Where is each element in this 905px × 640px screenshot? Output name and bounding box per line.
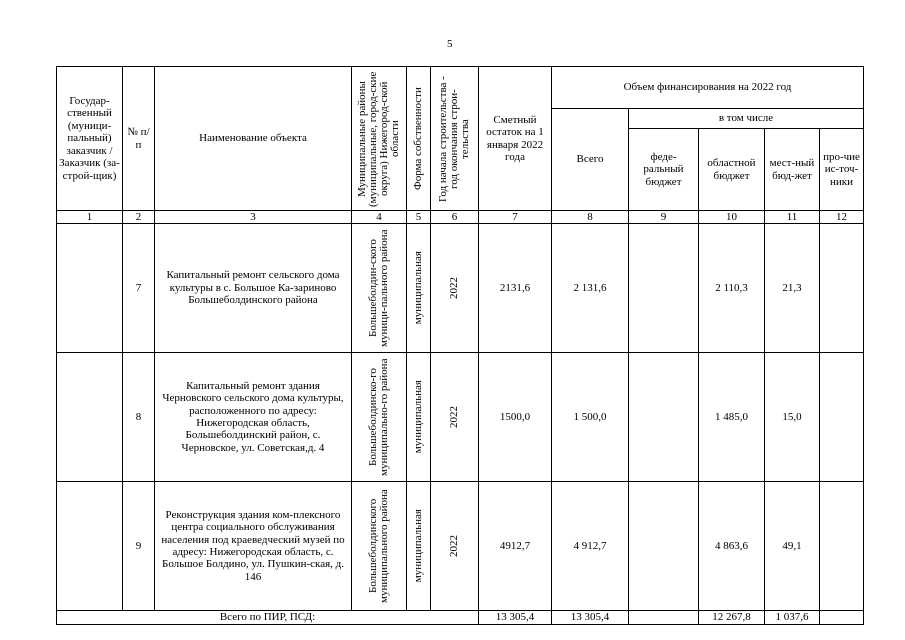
cell-customer: [57, 224, 123, 353]
cell-regional: 4 863,6: [699, 482, 765, 611]
cell-other: [820, 353, 864, 482]
column-index: 9: [629, 211, 699, 224]
cell-num: 8: [123, 353, 155, 482]
cell-district: [352, 224, 407, 353]
cell-year-text: 2022: [448, 277, 460, 299]
column-index-row: [57, 211, 864, 224]
cell-estimate: 4912,7: [479, 482, 552, 611]
cell-federal: [629, 353, 699, 482]
cell-regional: 1 485,0: [699, 353, 765, 482]
header-ownership: [407, 67, 431, 211]
cell-other: [820, 224, 864, 353]
header-num: № п/п: [123, 67, 155, 211]
total-total: 13 305,4: [552, 611, 629, 625]
column-index: 1: [57, 211, 123, 224]
cell-district-text: Большеболдин-ского муници-пального района: [367, 229, 390, 347]
cell-year-text: 2022: [448, 535, 460, 557]
header-including: в том числе: [629, 109, 864, 129]
header-estimate: Сметный остаток на 1 января 2022 года: [479, 67, 552, 211]
cell-object-name: Реконструкция здания ком-плексного центра социального обслуживания населения под краеведческий музей по адресу: Нижегородская область, с. Большое Болдино, ул. Пушкин-ская, д. 146: [155, 482, 352, 611]
cell-other: [820, 482, 864, 611]
cell-total: 1 500,0: [552, 353, 629, 482]
header-year: [431, 67, 479, 211]
header-districts-text: Муниципальные районы (муниципальные, город-ские округа) Нижегород-ской области: [356, 70, 401, 207]
cell-federal: [629, 224, 699, 353]
header-local: мест-ный бюд-жет: [765, 129, 820, 211]
header-year-text: Год начала строительства - год окончания строи-тельства: [437, 75, 471, 202]
total-federal: [629, 611, 699, 625]
header-regional: областной бюджет: [699, 129, 765, 211]
cell-ownership: [407, 482, 431, 611]
cell-local: 15,0: [765, 353, 820, 482]
cell-federal: [629, 482, 699, 611]
header-ownership-text: Форма собственности: [412, 87, 424, 190]
header-districts: [352, 67, 407, 211]
cell-object-name: Капитальный ремонт здания Черновского сельского дома культуры, расположенного по адресу: Нижегородская область, Большеболдинский район, с. Черновское, ул. Советская,д. 4: [155, 353, 352, 482]
column-index: 11: [765, 211, 820, 224]
total-local: 1 037,6: [765, 611, 820, 625]
cell-ownership-text: муниципальная: [412, 509, 424, 583]
cell-total: 2 131,6: [552, 224, 629, 353]
column-index: 4: [352, 211, 407, 224]
total-label: Всего по ПИР, ПСД:: [57, 611, 479, 625]
cell-num: 7: [123, 224, 155, 353]
cell-district-text: Большеболдинского муниципального района: [367, 489, 390, 603]
page-number: 5: [447, 38, 453, 50]
header-total: Всего: [552, 109, 629, 211]
column-index: 8: [552, 211, 629, 224]
cell-ownership-text: муниципальная: [412, 380, 424, 454]
column-index: 12: [820, 211, 864, 224]
cell-estimate: 2131,6: [479, 224, 552, 353]
cell-customer: [57, 482, 123, 611]
cell-district: [352, 482, 407, 611]
table-row: [57, 353, 864, 482]
cell-num: 9: [123, 482, 155, 611]
cell-year: [431, 482, 479, 611]
cell-object-name: Капитальный ремонт сельского дома культуры в с. Большое Ка-зариново Большеболдинского района: [155, 224, 352, 353]
total-estimate: 13 305,4: [479, 611, 552, 625]
cell-local: 21,3: [765, 224, 820, 353]
cell-year: [431, 224, 479, 353]
cell-district-text: Большеболдинско-го муниципально-го района: [367, 358, 390, 476]
cell-local: 49,1: [765, 482, 820, 611]
header-other: про-чие ис-точ-ники: [820, 129, 864, 211]
column-index: 6: [431, 211, 479, 224]
cell-customer: [57, 353, 123, 482]
header-row: [57, 67, 864, 109]
column-index: 10: [699, 211, 765, 224]
total-regional: 12 267,8: [699, 611, 765, 625]
column-index: 5: [407, 211, 431, 224]
cell-ownership: [407, 353, 431, 482]
total-other: [820, 611, 864, 625]
cell-regional: 2 110,3: [699, 224, 765, 353]
header-federal: феде-ральный бюджет: [629, 129, 699, 211]
table-row: [57, 482, 864, 611]
cell-district: [352, 353, 407, 482]
header-customer: Государ-ственный (муници-пальный) заказчик / Заказчик (за-строй-щик): [57, 67, 123, 211]
cell-total: 4 912,7: [552, 482, 629, 611]
cell-year-text: 2022: [448, 406, 460, 428]
column-index: 7: [479, 211, 552, 224]
header-funding: Объем финансирования на 2022 год: [552, 67, 864, 109]
cell-year: [431, 353, 479, 482]
financing-table: [56, 66, 864, 625]
cell-estimate: 1500,0: [479, 353, 552, 482]
cell-ownership: [407, 224, 431, 353]
column-index: 3: [155, 211, 352, 224]
column-index: 2: [123, 211, 155, 224]
header-object-name: Наименование объекта: [155, 67, 352, 211]
table-row: [57, 224, 864, 353]
cell-ownership-text: муниципальная: [412, 251, 424, 325]
total-row: [57, 611, 864, 625]
